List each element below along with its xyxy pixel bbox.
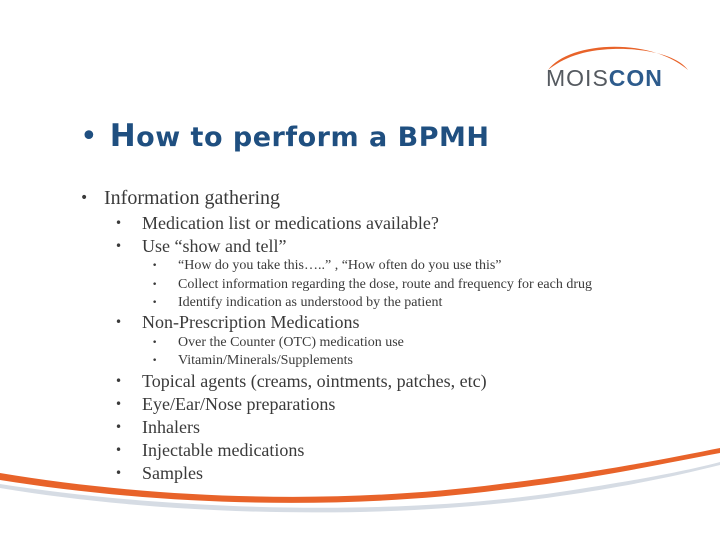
moiscon-logo bbox=[528, 40, 698, 110]
slide-title-row bbox=[80, 112, 489, 160]
bullet-text: Identify indication as understood by the patient bbox=[178, 295, 443, 310]
title-rest: ow to perform a BPMH bbox=[136, 122, 490, 153]
bullet-text: Use “show and tell” bbox=[142, 236, 287, 256]
bullet-dot: • bbox=[115, 466, 123, 480]
bullet-dot: • bbox=[152, 280, 158, 290]
title-bullet: • bbox=[80, 118, 98, 154]
bullet-text: Collect information regarding the dose, route and frequency for each drug bbox=[178, 277, 593, 292]
logo-text-con: CON bbox=[608, 65, 663, 91]
bullet-text: Vitamin/Minerals/Supplements bbox=[178, 353, 353, 368]
bullet-text: Injectable medications bbox=[142, 440, 305, 460]
bullet-dot: • bbox=[152, 338, 158, 348]
title-first-letter: H bbox=[109, 118, 137, 154]
slide-title bbox=[110, 118, 490, 154]
bullet-dot: • bbox=[115, 443, 123, 457]
bullet-dot: • bbox=[115, 315, 123, 329]
bullet-text: “How do you take this…..” , “How often do you use this” bbox=[178, 258, 502, 273]
bullet-text: Samples bbox=[142, 463, 203, 483]
bullet-text: Over the Counter (OTC) medication use bbox=[178, 335, 404, 350]
bullet-dot: • bbox=[152, 356, 158, 366]
bottom-swoosh-decoration bbox=[0, 440, 720, 540]
bullet-dot: • bbox=[115, 374, 123, 388]
bullet-text: Medication list or medications available? bbox=[142, 213, 439, 233]
bullet-text: Topical agents (creams, ointments, patches, etc) bbox=[142, 371, 487, 391]
bullet-dot: • bbox=[80, 190, 89, 206]
bullet-text: Eye/Ear/Nose preparations bbox=[142, 394, 336, 414]
bullet-text: Non-Prescription Medications bbox=[142, 312, 360, 332]
bullet-dot: • bbox=[152, 261, 158, 271]
bullet-dot: • bbox=[152, 298, 158, 308]
bullet-dot: • bbox=[115, 239, 123, 253]
logo-text-mois: MOIS bbox=[546, 65, 609, 91]
bullet-dot: • bbox=[115, 397, 123, 411]
bullet-text: Inhalers bbox=[142, 417, 200, 437]
bullet-dot: • bbox=[115, 420, 123, 434]
logo-text bbox=[546, 65, 663, 92]
bullet-text: Information gathering bbox=[104, 187, 281, 209]
bullet-dot: • bbox=[115, 216, 123, 230]
